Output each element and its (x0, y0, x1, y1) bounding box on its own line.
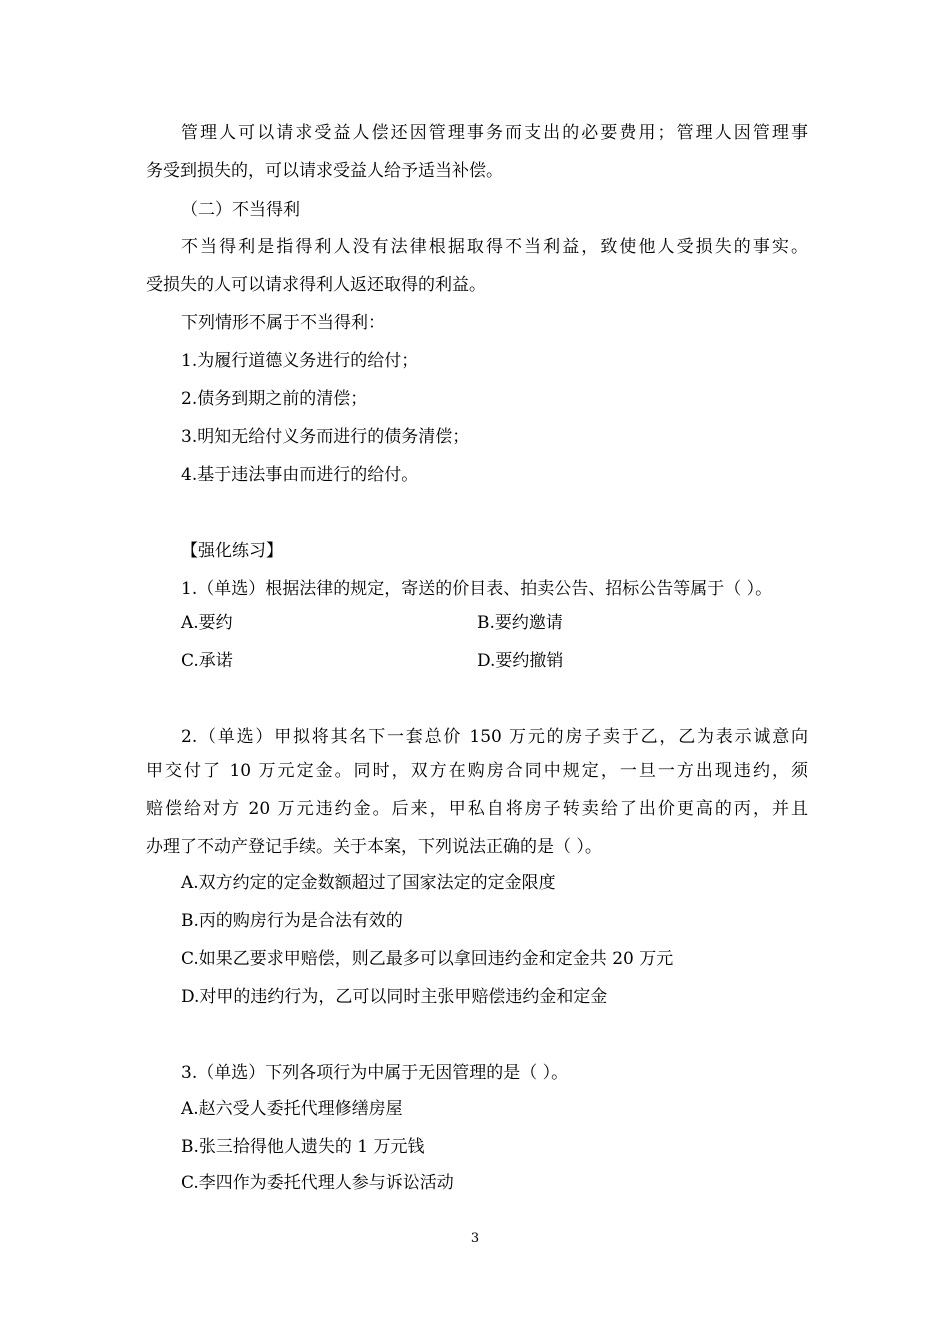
question-2-option-b: B.丙的购房行为是合法有效的 (181, 911, 403, 931)
list-item: 1.为履行道德义务进行的给付； (181, 351, 419, 371)
question-1-option-b: B.要约邀请 (477, 613, 563, 633)
list-item: 3.明知无给付义务而进行的债务清偿； (181, 427, 470, 447)
paragraph-line: 务受到损失的，可以请求受益人给予适当补偿。 (146, 161, 503, 181)
practice-title: 【强化练习】 (181, 541, 283, 561)
question-3-stem: 3.（单选）下列各项行为中属于无因管理的是（ ）。 (181, 1063, 569, 1083)
question-3-option-c: C.李四作为委托代理人参与诉讼活动 (181, 1173, 454, 1193)
paragraph-line: 下列情形不属于不当得利： (181, 313, 385, 333)
question-2-stem: 办理了不动产登记手续。关于本案，下列说法正确的是（ ）。 (146, 837, 602, 857)
page-number: 3 (470, 1231, 480, 1246)
paragraph-line: 不当得利是指得利人没有法律根据取得不当利益，致使他人受损失的事实。 (181, 237, 808, 257)
paragraph-line: 管理人可以请求受益人偿还因管理事务而支出的必要费用；管理人因管理事 (181, 123, 808, 143)
list-item: 4.基于违法事由而进行的给付。 (181, 465, 419, 485)
question-2-option-c: C.如果乙要求甲赔偿，则乙最多可以拿回违约金和定金共 20 万元 (181, 949, 674, 969)
question-2-stem: 2.（单选）甲拟将其名下一套总价 150 万元的房子卖于乙，乙为表示诚意向 (181, 727, 808, 747)
question-2-option-a: A.双方约定的定金数额超过了国家法定的定金限度 (181, 873, 556, 893)
section-heading: （二）不当得利 (181, 200, 300, 220)
list-item: 2.债务到期之前的清偿； (181, 389, 368, 409)
question-2-option-d: D.对甲的违约行为，乙可以同时主张甲赔偿违约金和定金 (181, 987, 608, 1007)
question-1-option-c: C.承诺 (181, 651, 233, 671)
question-1-option-d: D.要约撤销 (477, 651, 564, 671)
question-3-option-b: B.张三拾得他人遗失的 1 万元钱 (181, 1137, 425, 1157)
question-1-option-a: A.要约 (181, 613, 233, 633)
question-3-option-a: A.赵六受人委托代理修缮房屋 (181, 1099, 403, 1119)
question-2-stem: 赔偿给对方 20 万元违约金。后来，甲私自将房子转卖给了出价更高的丙，并且 (146, 799, 808, 819)
paragraph-line: 受损失的人可以请求得利人返还取得的利益。 (146, 275, 486, 295)
question-1-stem: 1.（单选）根据法律的规定，寄送的价目表、拍卖公告、招标公告等属于（ ）。 (181, 579, 773, 599)
question-2-stem: 甲交付了 10 万元定金。同时，双方在购房合同中规定，一旦一方出现违约，须 (146, 761, 808, 781)
